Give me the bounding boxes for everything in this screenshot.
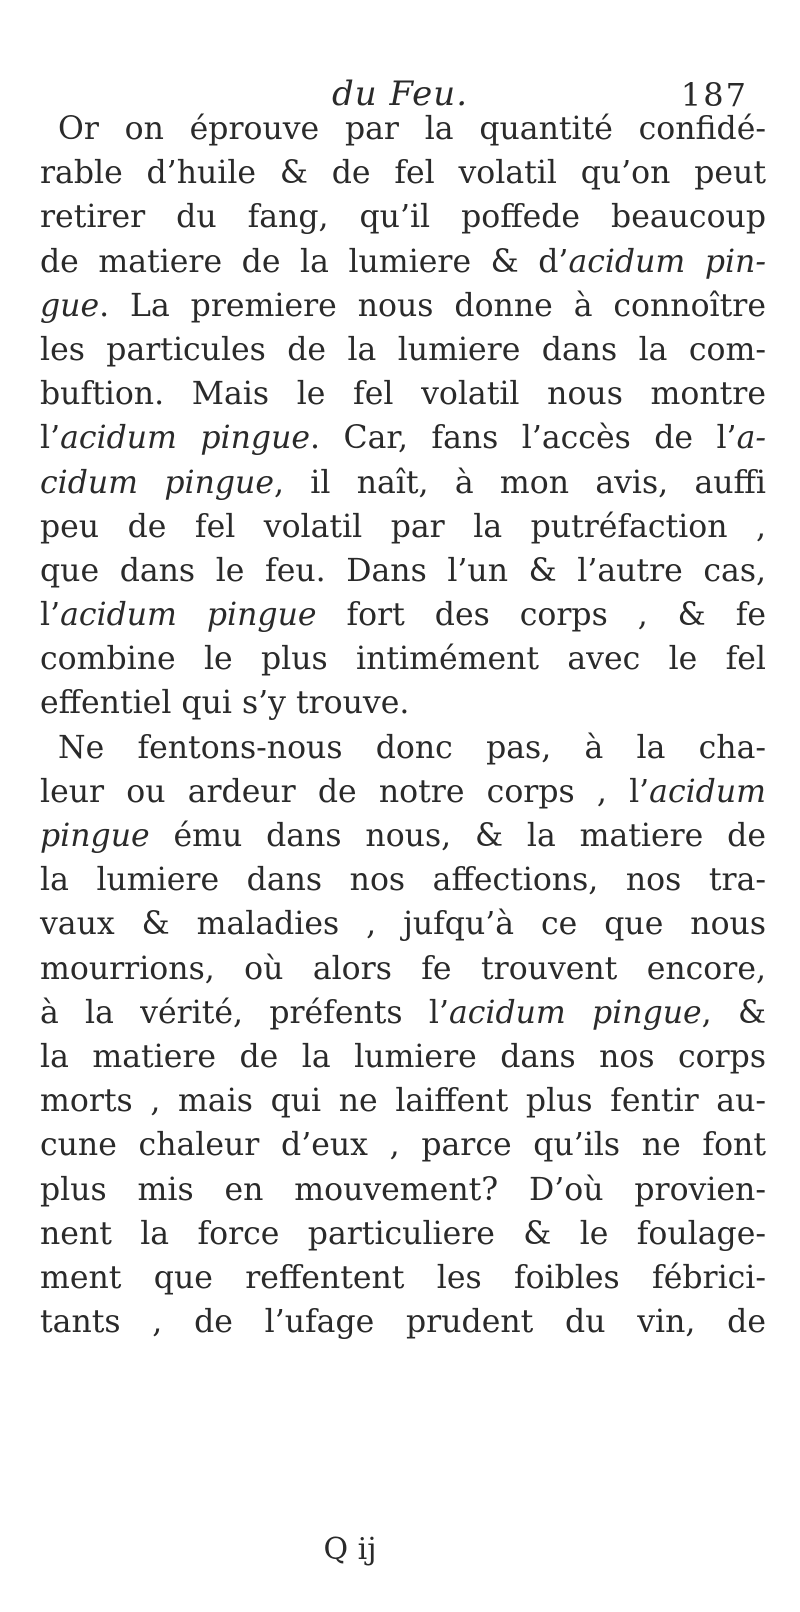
text-segment: l’ [40, 420, 61, 457]
text-line [40, 151, 766, 195]
text-line [40, 1123, 766, 1167]
text-segment: nent la force particuliere & le foulage- [40, 1215, 766, 1252]
text-segment: , & [701, 994, 766, 1031]
text-line [40, 372, 766, 416]
text-line [40, 902, 766, 946]
italic-term: acidum pingue [60, 420, 310, 457]
text-line [40, 195, 766, 239]
text-segment: leur ou ardeur de notre corps , l’ [40, 773, 650, 810]
text-line [40, 858, 766, 902]
text-line [40, 1035, 766, 1079]
text-segment: plus mis en mouvement? D’où provien- [40, 1171, 766, 1208]
text-segment: l’ [40, 597, 61, 634]
text-segment: ému dans nous, & la matiere de [149, 818, 766, 854]
text-line [40, 947, 766, 991]
italic-term: acidum pingue [60, 597, 317, 634]
text-line [40, 593, 766, 637]
text-segment: les particules de la lumiere dans la com- [40, 331, 766, 368]
italic-term: acidum pin- [568, 243, 766, 280]
signature-mark: Q ij [323, 1532, 377, 1567]
text-segment: vaux & maladies , jufqu’à ce que nous [40, 906, 766, 943]
text-segment: morts , mais qui ne laiffent plus fentir au- [40, 1083, 766, 1120]
text-segment: fort des corps , & fe [316, 597, 766, 634]
text-line [40, 240, 766, 284]
italic-term: cidum pingue [40, 464, 274, 501]
text-segment: . Car, fans l’accès de l’ [310, 420, 737, 457]
text-segment: rable d’huile & de fel volatil qu’on peut [40, 155, 766, 192]
italic-term: a- [736, 420, 767, 457]
text-line [40, 416, 766, 460]
text-segment: , il naît, à mon avis, auffi [273, 464, 767, 501]
text-line [40, 505, 766, 549]
text-line [40, 328, 766, 372]
text-line [40, 1300, 766, 1344]
text-segment: à la vérité, préfents l’ [40, 994, 449, 1031]
text-line [40, 681, 766, 725]
text-line [40, 814, 766, 858]
text-segment: que dans le feu. Dans l’un & l’autre cas, [40, 552, 766, 589]
text-segment: retirer du fang, qu’il poffede beaucoup [40, 199, 766, 236]
text-line [40, 107, 766, 151]
text-line [40, 991, 766, 1035]
text-line [40, 549, 766, 593]
text-segment: la matiere de la lumiere dans nos corps [40, 1038, 766, 1075]
italic-term: acidum pingue [448, 994, 702, 1031]
text-segment: . La premiere nous donne à connoître [99, 287, 766, 324]
italic-term: acidum [649, 773, 766, 810]
italic-term: gue [40, 287, 100, 324]
text-segment: effentiel qui s’y trouve. [40, 685, 410, 722]
page-number: 187 [680, 76, 748, 114]
text-line [40, 461, 766, 505]
text-line [40, 1256, 766, 1300]
text-segment: peu de fel volatil par la putréfaction , [40, 508, 766, 545]
text-segment: mourrions, où alors fe trouvent encore, [40, 950, 766, 987]
text-line [40, 1168, 766, 1212]
text-segment: ment que reffentent les foibles fébrici- [40, 1259, 766, 1296]
text-segment: buftion. Mais le fel volatil nous montre [40, 376, 766, 413]
running-title: du Feu. [331, 74, 469, 114]
body-text [40, 107, 766, 1344]
text-line [40, 1212, 766, 1256]
text-segment: combine le plus intimément avec le fel [40, 641, 766, 678]
text-segment: Or on éprouve par la quantité confidé- [58, 111, 766, 147]
text-segment: de matiere de la lumiere & d’ [40, 243, 569, 280]
text-line [40, 1079, 766, 1123]
text-line [40, 726, 766, 770]
text-line [40, 637, 766, 681]
text-segment: tants , de l’ufage prudent du vin, de [40, 1304, 766, 1341]
italic-term: pingue [40, 818, 150, 854]
text-segment: Ne fentons-nous donc pas, à la cha- [58, 729, 766, 766]
text-segment: cune chaleur d’eux , parce qu’ils ne font [40, 1127, 766, 1164]
text-line [40, 770, 766, 814]
text-line [40, 284, 766, 328]
text-segment: la lumiere dans nos affections, nos tra- [40, 862, 766, 899]
